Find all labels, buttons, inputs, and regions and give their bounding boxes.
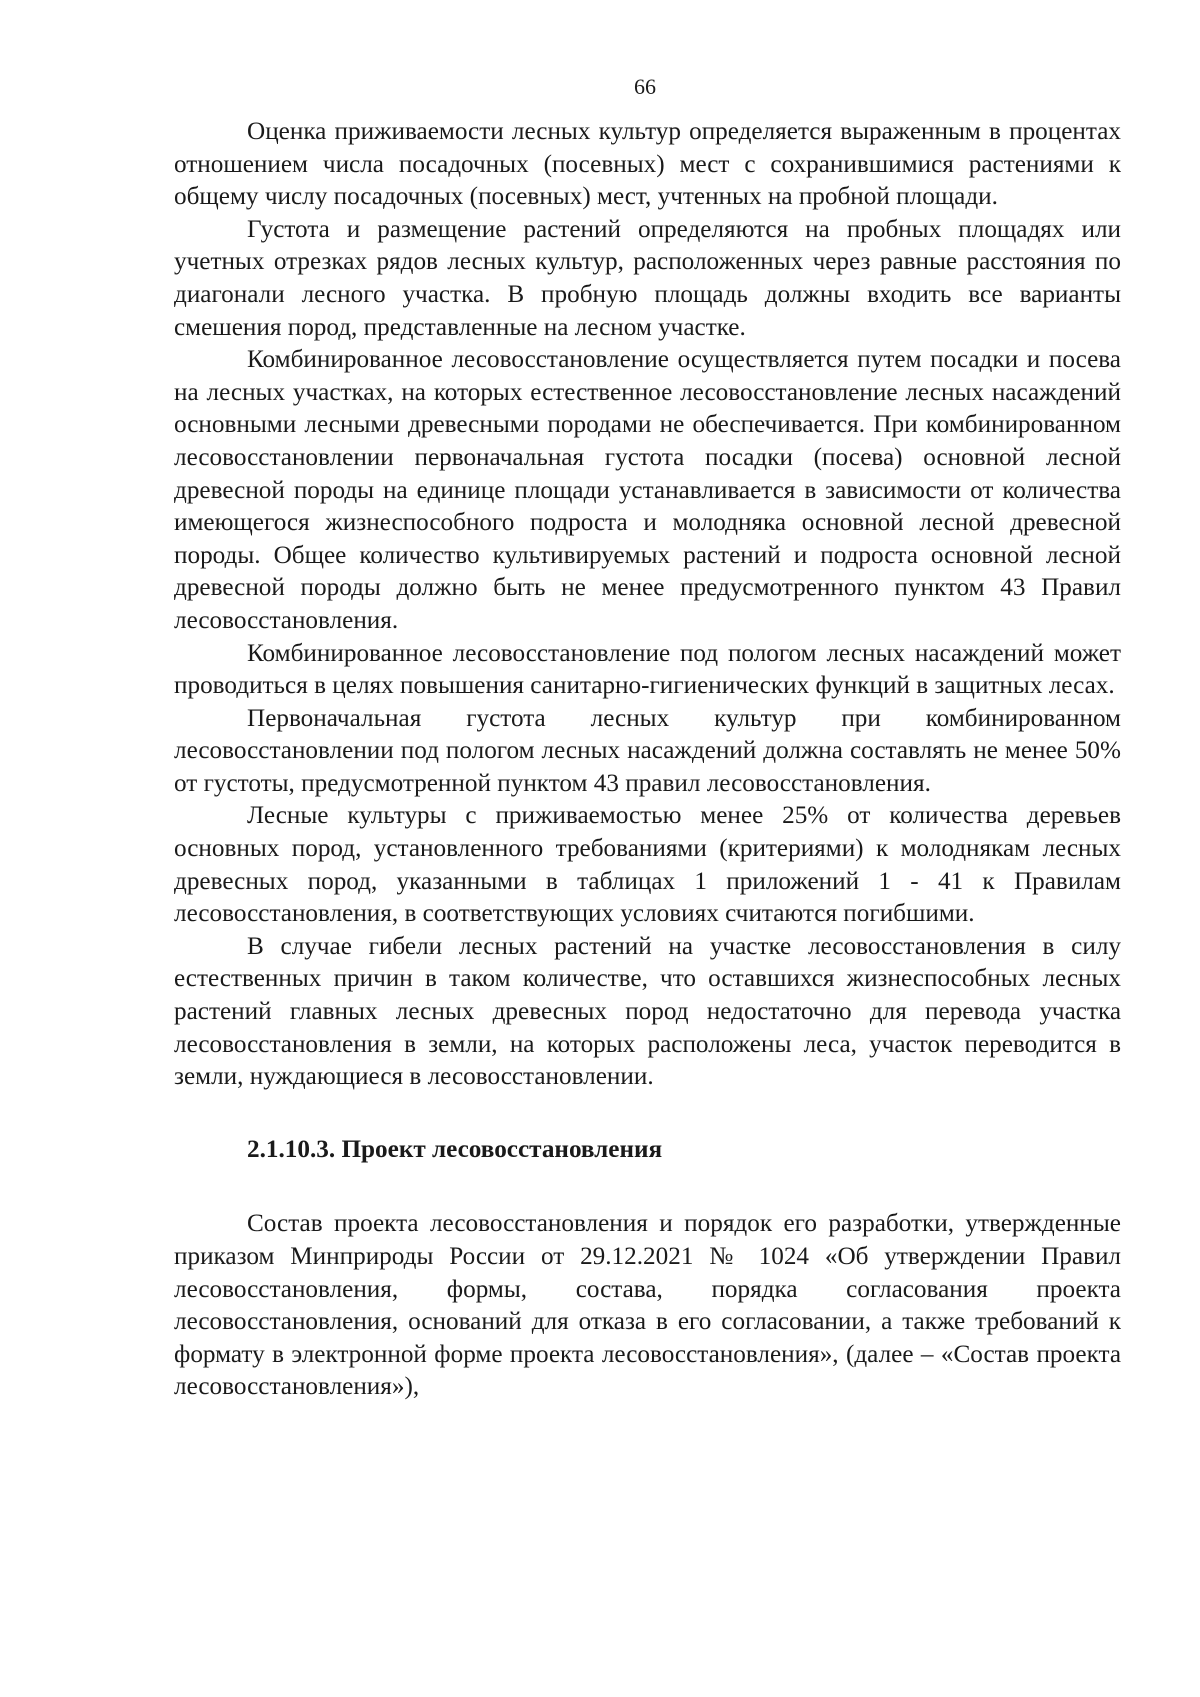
document-body bbox=[174, 116, 1121, 1404]
page-number: 66 bbox=[634, 74, 656, 99]
section-heading: 2.1.10.3. Проект лесовосстановления bbox=[247, 1135, 663, 1163]
paragraph-plant-loss: В случае гибели лесных растений на участке лесовосстановления в силу естественных причин в таком количестве, что оставшихся жизнеспособных лесных растений главных лесных древесных пород недостаточно для перевода участка лесовосстановления в земли, на которых расположены леса, участок переводится в земли, нуждающиеся в лесовосстановлении. bbox=[174, 932, 1121, 1091]
paragraph-initial-density: Первоначальная густота лесных культур при комбинированном лесовосстановлении под пологом лесных насаждений должна составлять не менее 50% от густоты, предусмотренной пунктом 43 правил лесовосстановления. bbox=[174, 704, 1121, 797]
paragraph-survival-assessment: Оценка приживаемости лесных культур определяется выраженным в процентах отношением числа посадочных (посевных) мест с сохранившимися растениями к общему числу посадочных (посевных) мест, учтенных на пробной площади. bbox=[174, 118, 1121, 211]
paragraph-under-canopy: Комбинированное лесовосстановление под пологом лесных насаждений может проводиться в целях повышения санитарно-гигиенических функций в защитных лесах. bbox=[174, 639, 1121, 700]
paragraph-density-placement: Густота и размещение растений определяются на пробных площадях или учетных отрезках рядов лесных культур, расположенных через равные расстояния по диагонали лесного участка. В пробную площадь должны входить все варианты смешения пород, представленные на лесном участке. bbox=[174, 215, 1121, 341]
paragraph-dead-cultures: Лесные культуры с приживаемостью менее 25% от количества деревьев основных пород, установленного требованиями (критериями) к молоднякам лесных древесных пород, указанными в таблицах 1 приложений 1 - 41 к Правилам лесовосстановления, в соответствующих условиях считаются погибшими. bbox=[174, 802, 1121, 928]
paragraph-combined-reforestation: Комбинированное лесовосстановление осуществляется путем посадки и посева на лесных участках, на которых естественное лесовосстановление лесных насаждений основными лесными древесными породами не обеспечивается. При комбинированном лесовосстановлении первоначальная густота посадки (посева) основной лесной древесной породы на единице площади устанавливается в зависимости от количества имеющегося жизнеспособного подроста и молодняка основной лесной древесной породы. Общее количество культивируемых растений и подроста основной лесной древесной породы должно быть не менее предусмотренного пунктом 43 Правил лесовосстановления. bbox=[174, 346, 1121, 634]
paragraph-project-composition: Состав проекта лесовосстановления и порядок его разработки, утвержденные приказом Минприроды России от 29.12.2021 № 1024 «Об утверждении Правил лесовосстановления, формы, состава, порядка согласования проекта лесовосстановления, оснований для отказа в его согласовании, а также требований к формату в электронной форме проекта лесовосстановления», (далее – «Состав проекта лесовосстановления»), bbox=[174, 1210, 1121, 1401]
